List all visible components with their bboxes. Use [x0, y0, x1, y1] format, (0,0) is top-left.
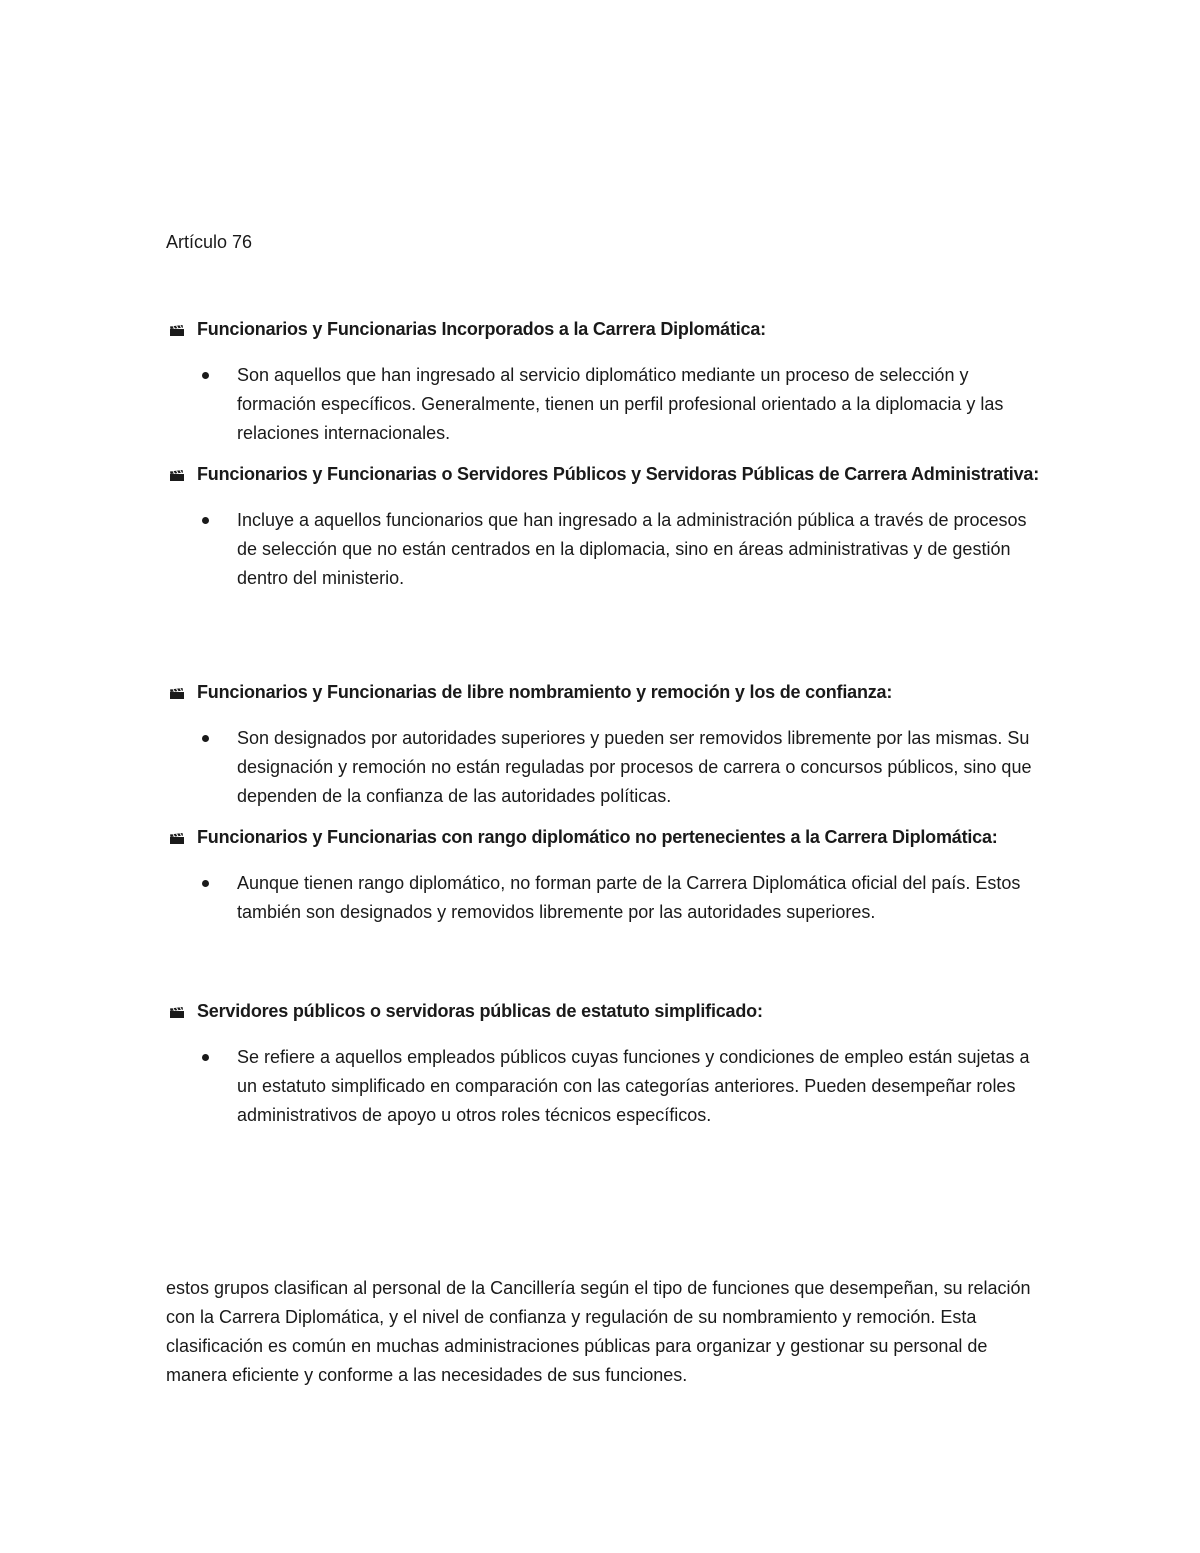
bullet-list: [166, 724, 1046, 811]
list-item-text: Incluye a aquellos funcionarios que han ingresado a la administración pública a través de procesos de selección que no están centrados en la diplomacia, sino en áreas administrativas y de gestión dentro del ministerio.: [237, 510, 1027, 588]
section-heading: [166, 678, 1046, 707]
section-heading: [166, 997, 1046, 1026]
bullet-list: [166, 869, 1046, 927]
clapperboard-icon: [170, 688, 184, 699]
bullet-list: [166, 361, 1046, 448]
bullet-dot: [202, 517, 209, 524]
list-item-text: Son designados por autoridades superiores y pueden ser removidos libremente por las mismas. Su designación y remoción no están reguladas por procesos de carrera o concursos públicos, sino que dependen de la confianza de las autoridades políticas.: [237, 728, 1032, 806]
list-item-text: Aunque tienen rango diplomático, no forman parte de la Carrera Diplomática oficial del país. Estos también son designados y removidos libremente por las autoridades superiores.: [237, 873, 1021, 922]
list-item: [166, 506, 1037, 593]
bullet-dot: [202, 880, 209, 887]
section-heading: [166, 315, 1046, 344]
section-heading: [166, 823, 1046, 852]
section-incorporados: [166, 315, 1046, 448]
bullet-dot: [202, 1054, 209, 1061]
list-item: [166, 361, 1037, 448]
section-heading: [166, 460, 1046, 489]
section-heading-text: Funcionarios y Funcionarias o Servidores Públicos y Servidoras Públicas de Carrera Administrativa:: [197, 464, 1040, 484]
bullet-dot: [202, 735, 209, 742]
clapperboard-icon: [170, 833, 184, 844]
section-estatuto-simplificado: [166, 997, 1046, 1130]
clapperboard-icon: [170, 325, 184, 336]
section-heading-text: Funcionarios y Funcionarias Incorporados a la Carrera Diplomática:: [197, 319, 766, 339]
clapperboard-icon: [170, 1007, 184, 1018]
section-rango-diplomatico: [166, 823, 1046, 927]
list-item: [166, 1043, 1037, 1130]
section-heading-text: Servidores públicos o servidoras públicas de estatuto simplificado:: [197, 1001, 763, 1021]
bullet-list: [166, 1043, 1046, 1130]
list-item-text: Se refiere a aquellos empleados públicos cuyas funciones y condiciones de empleo están sujetas a un estatuto simplificado en comparación con las categorías anteriores. Pueden desempeñar roles administrativos de apoyo u otros roles técnicos específicos.: [237, 1047, 1030, 1125]
page-title: Artículo 76: [166, 232, 253, 252]
bullet-list: [166, 506, 1046, 593]
bullet-dot: [202, 372, 209, 379]
section-heading-text: Funcionarios y Funcionarias de libre nombramiento y remoción y los de confianza:: [197, 682, 893, 702]
section-carrera-administrativa: [166, 460, 1046, 593]
list-item: [166, 869, 1037, 927]
closing-paragraph: estos grupos clasifican al personal de la Cancillería según el tipo de funciones que desempeñan, su relación con la Carrera Diplomática, y el nivel de confianza y regulación de su nombramiento y remoción. Esta clasificación es común en muchas administraciones públicas para organizar y gestionar su personal de manera eficiente y conforme a las necesidades de sus funciones.: [166, 1278, 1031, 1385]
list-item-text: Son aquellos que han ingresado al servicio diplomático mediante un proceso de selección y formación específicos. Generalmente, tienen un perfil profesional orientado a la diplomacia y las relaciones internacionales.: [237, 365, 1004, 443]
list-item: [166, 724, 1037, 811]
clapperboard-icon: [170, 470, 184, 481]
section-libre-nombramiento: [166, 678, 1046, 811]
section-heading-text: Funcionarios y Funcionarias con rango diplomático no pertenecientes a la Carrera Diplomática:: [197, 827, 998, 847]
